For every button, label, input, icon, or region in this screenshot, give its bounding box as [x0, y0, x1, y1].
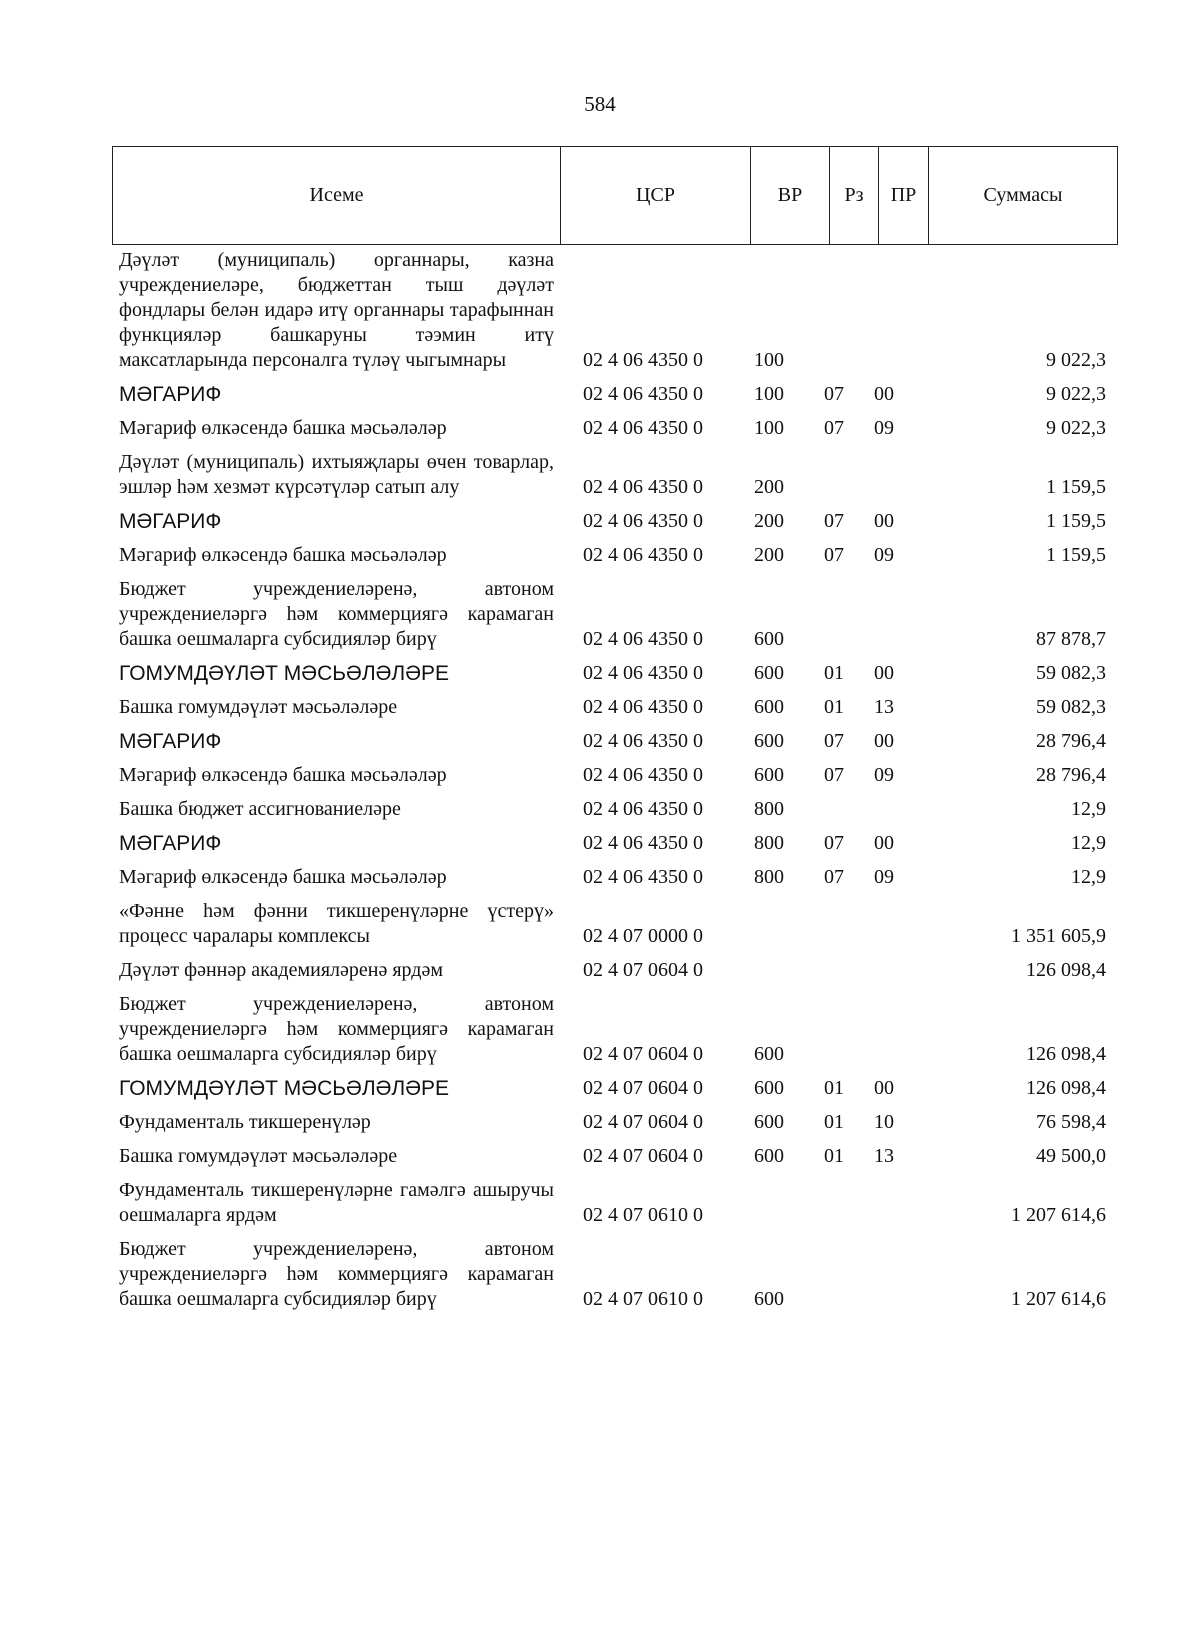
row-name: МӘГАРИФ — [119, 383, 222, 406]
row-amount: 9 022,3 — [1046, 417, 1106, 439]
table-row — [119, 661, 1119, 686]
row-vr-code: 100 — [754, 349, 784, 371]
row-vr-code: 600 — [754, 696, 784, 718]
row-vr-code: 800 — [754, 798, 784, 820]
row-pr-code: 00 — [874, 383, 894, 405]
row-amount: 59 082,3 — [1036, 696, 1106, 718]
row-csr-code: 02 4 07 0604 0 — [583, 959, 703, 981]
row-name: Мәгариф өлкәсендә башка мәсьәләләр — [119, 417, 447, 439]
row-csr-code: 02 4 07 0610 0 — [583, 1204, 703, 1226]
row-rz-code: 07 — [824, 832, 844, 854]
row-amount: 12,9 — [1071, 798, 1106, 820]
row-vr-code: 100 — [754, 383, 784, 405]
row-amount: 1 159,5 — [1046, 476, 1106, 498]
row-rz-code: 01 — [824, 1111, 844, 1133]
row-name: Мәгариф өлкәсендә башка мәсьәләләр — [119, 764, 447, 786]
row-name: Башка гомумдәүләт мәсьәләләре — [119, 1145, 398, 1167]
table-row — [119, 695, 1119, 720]
row-amount: 28 796,4 — [1036, 730, 1106, 752]
row-vr-code: 600 — [754, 1077, 784, 1099]
row-csr-code: 02 4 06 4350 0 — [583, 628, 703, 650]
row-amount: 1 207 614,6 — [1011, 1204, 1106, 1226]
row-csr-code: 02 4 07 0604 0 — [583, 1077, 703, 1099]
row-name: Башка гомумдәүләт мәсьәләләре — [119, 696, 398, 718]
row-name: ГОМУМДӘҮЛӘТ МӘСЬӘЛӘЛӘРЕ — [119, 662, 450, 685]
column-header-sum: Суммасы — [929, 147, 1118, 245]
row-amount: 1 351 605,9 — [1011, 925, 1106, 947]
row-pr-code: 00 — [874, 730, 894, 752]
row-amount: 12,9 — [1071, 832, 1106, 854]
table-header — [112, 146, 1118, 245]
row-csr-code: 02 4 06 4350 0 — [583, 764, 703, 786]
column-header-name: Исеме — [113, 147, 561, 245]
row-pr-code: 00 — [874, 510, 894, 532]
row-name: Фундаменталь тикшеренүләрне гамәлгә ашыручы оешмаларга ярдәм — [119, 1179, 554, 1226]
row-name: Мәгариф өлкәсендә башка мәсьәләләр — [119, 866, 447, 888]
row-pr-code: 00 — [874, 1077, 894, 1099]
table-body — [119, 245, 1119, 1312]
row-amount: 1 159,5 — [1046, 510, 1106, 532]
row-rz-code: 07 — [824, 383, 844, 405]
row-csr-code: 02 4 06 4350 0 — [583, 798, 703, 820]
row-rz-code: 07 — [824, 730, 844, 752]
row-pr-code: 00 — [874, 662, 894, 684]
table-row — [119, 1237, 1119, 1312]
table-row — [119, 248, 1119, 373]
row-vr-code: 600 — [754, 662, 784, 684]
row-vr-code: 600 — [754, 1043, 784, 1065]
row-csr-code: 02 4 06 4350 0 — [583, 510, 703, 532]
row-rz-code: 01 — [824, 1145, 844, 1167]
row-vr-code: 600 — [754, 764, 784, 786]
page-number: 584 — [584, 92, 616, 116]
table-row — [119, 416, 1119, 441]
table-row — [119, 450, 1119, 500]
table-row — [119, 992, 1119, 1067]
row-name: ГОМУМДӘҮЛӘТ МӘСЬӘЛӘЛӘРЕ — [119, 1077, 450, 1100]
row-amount: 87 878,7 — [1036, 628, 1106, 650]
row-csr-code: 02 4 06 4350 0 — [583, 476, 703, 498]
row-csr-code: 02 4 07 0604 0 — [583, 1043, 703, 1065]
row-amount: 49 500,0 — [1036, 1145, 1106, 1167]
table-row — [119, 729, 1119, 754]
column-header-vr: ВР — [751, 147, 830, 245]
row-vr-code: 600 — [754, 730, 784, 752]
row-pr-code: 00 — [874, 832, 894, 854]
row-pr-code: 09 — [874, 544, 894, 566]
row-name: Мәгариф өлкәсендә башка мәсьәләләр — [119, 544, 447, 566]
row-vr-code: 800 — [754, 866, 784, 888]
row-csr-code: 02 4 06 4350 0 — [583, 866, 703, 888]
row-pr-code: 09 — [874, 764, 894, 786]
row-vr-code: 600 — [754, 1145, 784, 1167]
table-row — [119, 1110, 1119, 1135]
row-name: МӘГАРИФ — [119, 510, 222, 533]
table-row — [119, 1076, 1119, 1101]
table-row — [119, 577, 1119, 652]
row-rz-code: 01 — [824, 662, 844, 684]
row-amount: 28 796,4 — [1036, 764, 1106, 786]
table-row — [119, 1178, 1119, 1228]
row-name: Бюджет учреждениеләренә, автоном учреждениеләргә һәм коммерциягә карамаган башка оешмаларга субсидияләр бирү — [119, 993, 554, 1065]
row-name: Дәүләт (муниципаль) органнары, казна учреждениеләре, бюджеттан тыш дәүләт фондлары белән идарә итү органнары тарафыннан функцияләр башкаруны тәэмин итү максатларында персоналга түләү чыгымнары — [119, 249, 554, 371]
row-csr-code: 02 4 07 0000 0 — [583, 925, 703, 947]
row-name: «Фәнне һәм фәнни тикшеренүләрне үстерү» процесс чаралары комплексы — [119, 900, 554, 947]
row-amount: 76 598,4 — [1036, 1111, 1106, 1133]
row-amount: 9 022,3 — [1046, 349, 1106, 371]
row-name: Башка бюджет ассигнованиеләре — [119, 798, 401, 820]
column-header-csr: ЦСР — [561, 147, 751, 245]
row-name: Бюджет учреждениеләренә, автоном учреждениеләргә һәм коммерциягә карамаган башка оешмаларга субсидияләр бирү — [119, 578, 554, 650]
row-pr-code: 13 — [874, 696, 894, 718]
row-amount: 59 082,3 — [1036, 662, 1106, 684]
row-vr-code: 200 — [754, 476, 784, 498]
row-vr-code: 100 — [754, 417, 784, 439]
row-vr-code: 600 — [754, 1111, 784, 1133]
row-vr-code: 200 — [754, 544, 784, 566]
row-csr-code: 02 4 06 4350 0 — [583, 730, 703, 752]
row-rz-code: 07 — [824, 866, 844, 888]
row-rz-code: 07 — [824, 764, 844, 786]
row-name: Фундаменталь тикшеренүләр — [119, 1111, 371, 1133]
row-rz-code: 07 — [824, 544, 844, 566]
row-rz-code: 01 — [824, 1077, 844, 1099]
row-vr-code: 200 — [754, 510, 784, 532]
row-pr-code: 10 — [874, 1111, 894, 1133]
row-amount: 1 207 614,6 — [1011, 1288, 1106, 1310]
row-rz-code: 07 — [824, 510, 844, 532]
row-name: МӘГАРИФ — [119, 730, 222, 753]
row-pr-code: 13 — [874, 1145, 894, 1167]
row-vr-code: 800 — [754, 832, 784, 854]
row-pr-code: 09 — [874, 866, 894, 888]
row-csr-code: 02 4 06 4350 0 — [583, 832, 703, 854]
row-vr-code: 600 — [754, 628, 784, 650]
row-pr-code: 09 — [874, 417, 894, 439]
table-row — [119, 865, 1119, 890]
row-name: Дәүләт (муниципаль) ихтыяҗлары өчен товарлар, эшләр һәм хезмәт күрсәтүләр сатып алу — [119, 451, 554, 498]
row-csr-code: 02 4 06 4350 0 — [583, 417, 703, 439]
table-row — [119, 831, 1119, 856]
row-amount: 12,9 — [1071, 866, 1106, 888]
row-csr-code: 02 4 06 4350 0 — [583, 349, 703, 371]
row-csr-code: 02 4 07 0604 0 — [583, 1111, 703, 1133]
table-row — [119, 797, 1119, 822]
row-name: Бюджет учреждениеләренә, автоном учреждениеләргә һәм коммерциягә карамаган башка оешмаларга субсидияләр бирү — [119, 1238, 554, 1310]
row-name: Дәүләт фәннәр академияләренә ярдәм — [119, 959, 443, 981]
table-row — [119, 899, 1119, 949]
row-rz-code: 07 — [824, 417, 844, 439]
row-csr-code: 02 4 06 4350 0 — [583, 662, 703, 684]
column-header-pr: ПР — [879, 147, 929, 245]
row-csr-code: 02 4 06 4350 0 — [583, 383, 703, 405]
row-amount: 126 098,4 — [1026, 959, 1106, 981]
row-csr-code: 02 4 07 0604 0 — [583, 1145, 703, 1167]
row-amount: 126 098,4 — [1026, 1077, 1106, 1099]
row-amount: 9 022,3 — [1046, 383, 1106, 405]
row-name: МӘГАРИФ — [119, 832, 222, 855]
row-rz-code: 01 — [824, 696, 844, 718]
row-amount: 1 159,5 — [1046, 544, 1106, 566]
table-row — [119, 958, 1119, 983]
row-vr-code: 600 — [754, 1288, 784, 1310]
row-amount: 126 098,4 — [1026, 1043, 1106, 1065]
table-row — [119, 763, 1119, 788]
table-row — [119, 543, 1119, 568]
table-row — [119, 382, 1119, 407]
column-header-rz: Рз — [830, 147, 879, 245]
table-row — [119, 1144, 1119, 1169]
table-row — [119, 509, 1119, 534]
row-csr-code: 02 4 06 4350 0 — [583, 696, 703, 718]
row-csr-code: 02 4 07 0610 0 — [583, 1288, 703, 1310]
row-csr-code: 02 4 06 4350 0 — [583, 544, 703, 566]
